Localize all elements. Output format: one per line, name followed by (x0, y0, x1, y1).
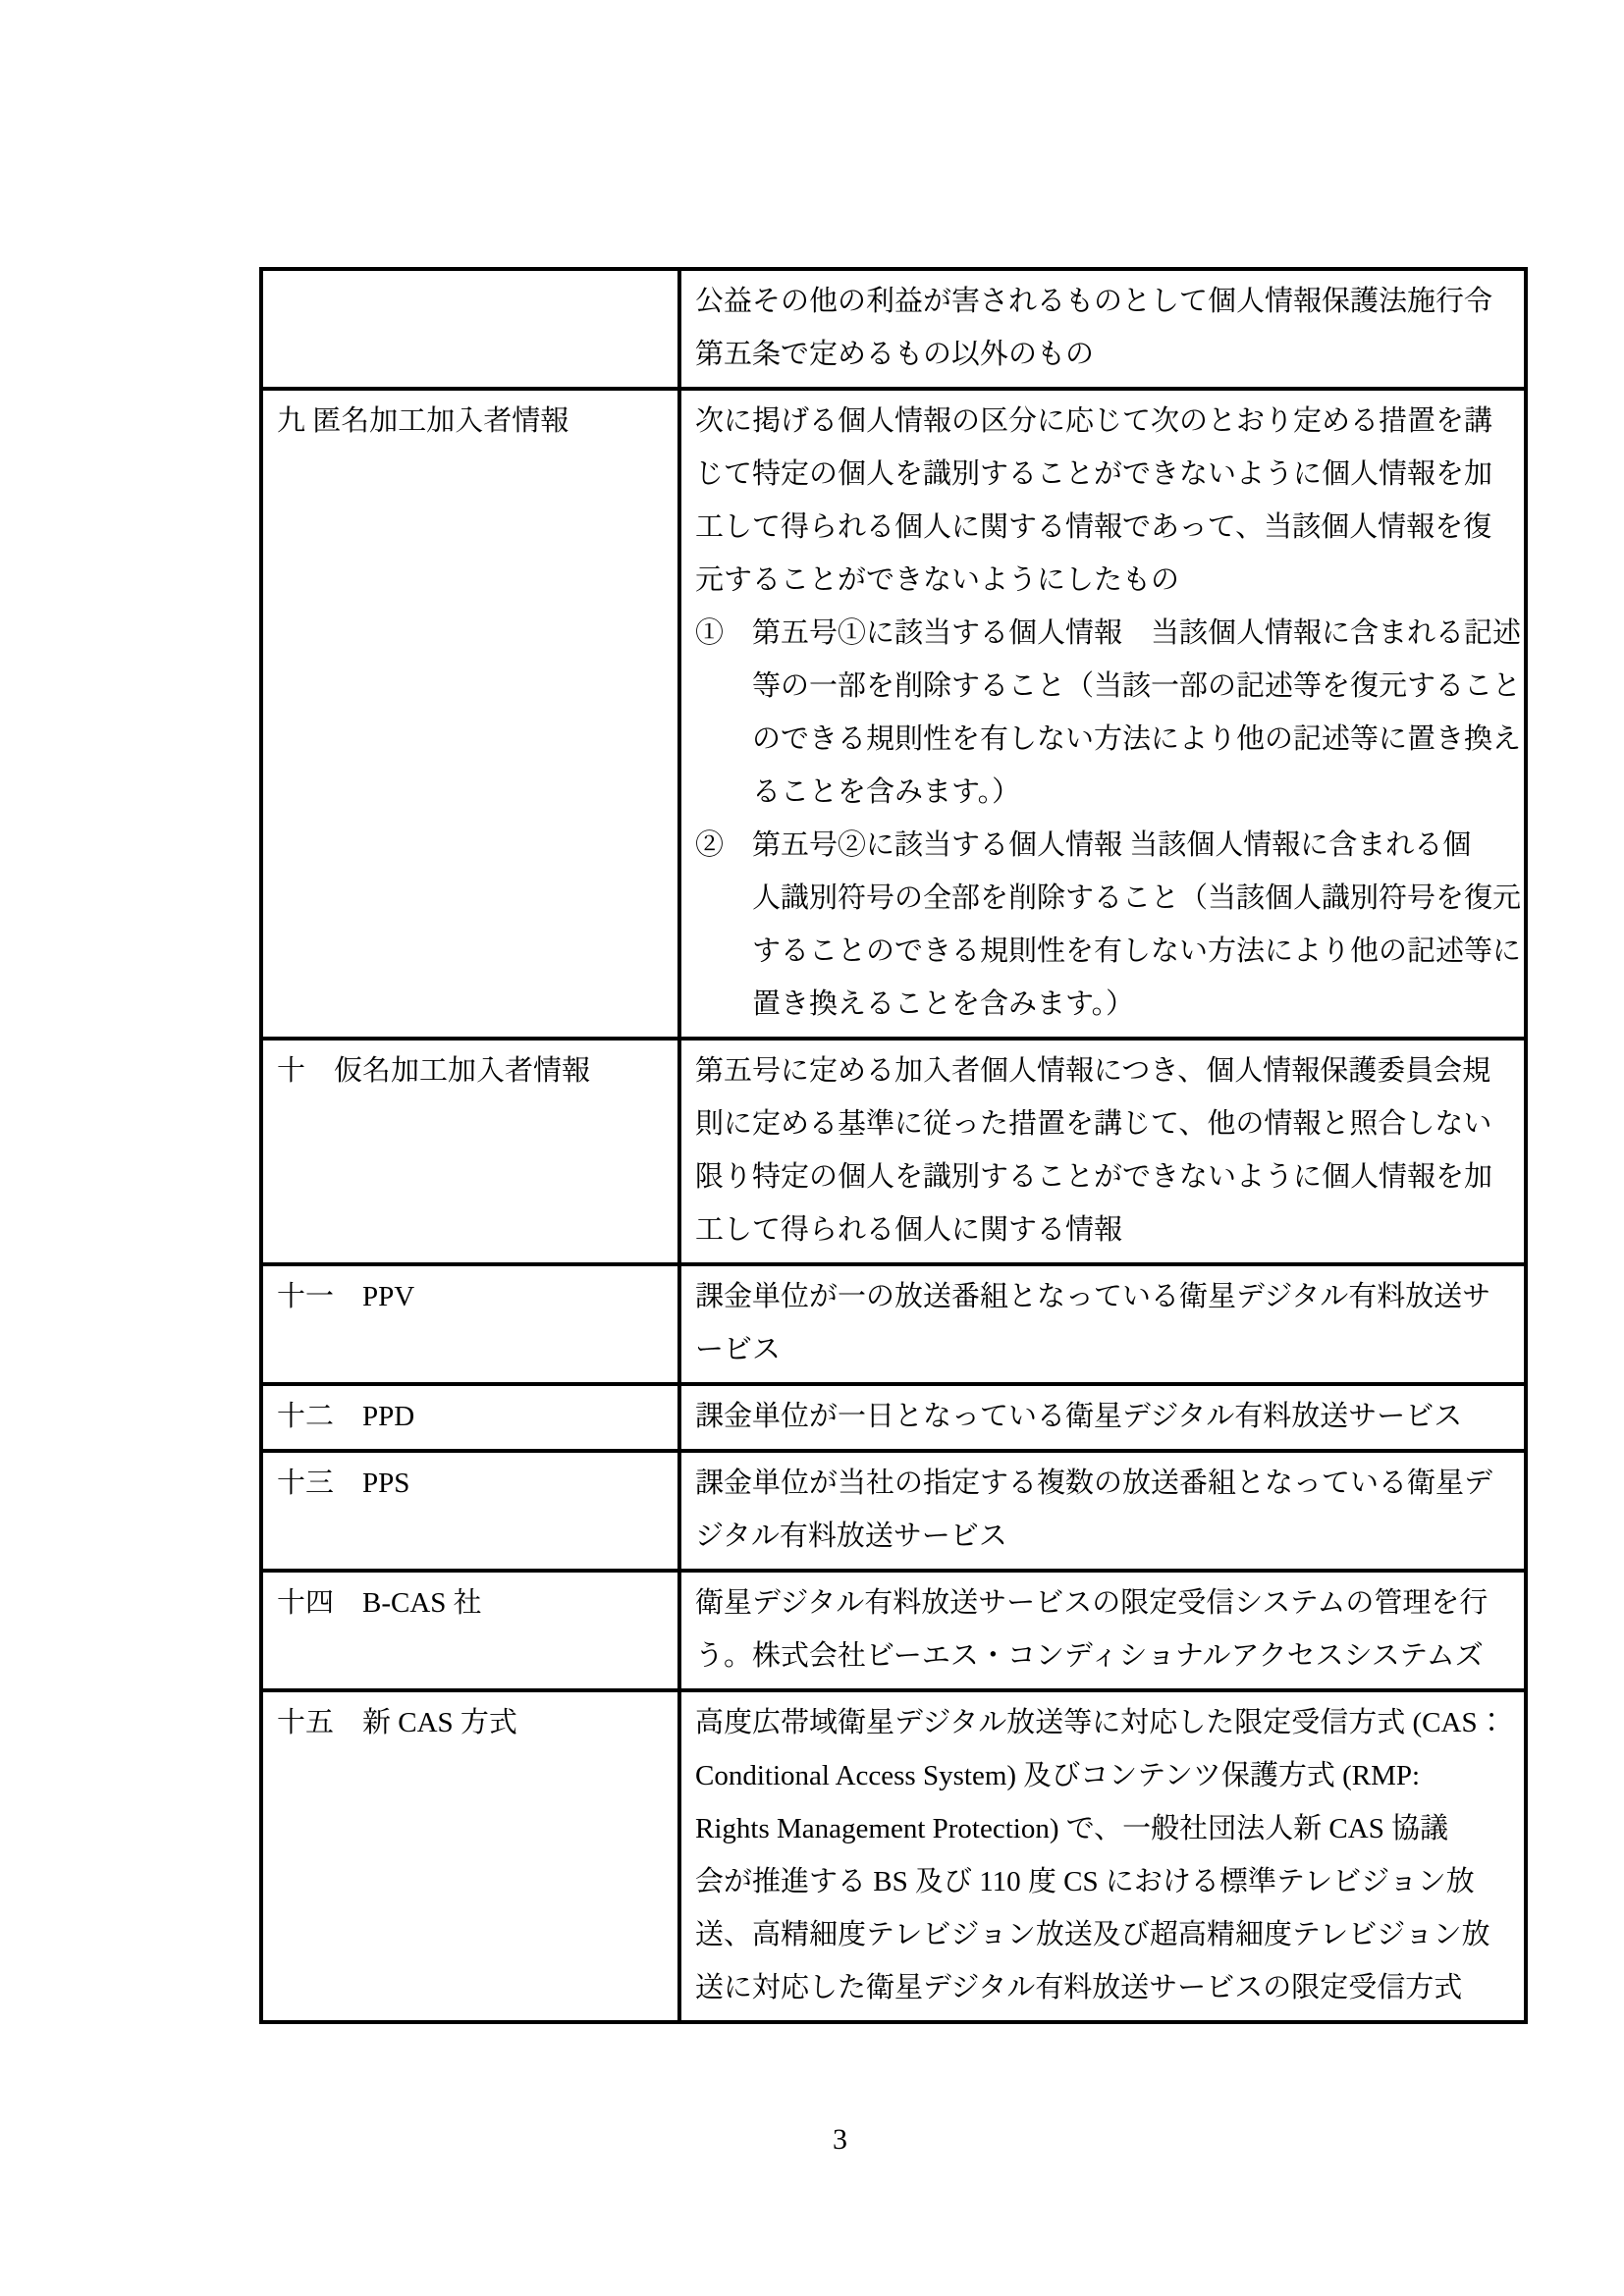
definition-line: ② 第五号②に該当する個人情報 当該個人情報に含まれる個 (695, 829, 1472, 861)
term-label: 十五 新 CAS 方式 (277, 1707, 517, 1738)
definition-line: 課金単位が一日となっている衛星デジタル有料放送サービス (695, 1401, 1463, 1432)
term-label: 十一 PPV (277, 1281, 415, 1312)
term-label: 十二 PPD (277, 1401, 415, 1432)
term-cell (261, 1690, 679, 2022)
definition-line: じて特定の個人を識別することができないように個人情報を加 (695, 458, 1493, 490)
definition-line: ービス (695, 1334, 782, 1365)
definition-line: 会が推進する BS 及び 110 度 CS における標準テレビジョン放 (695, 1866, 1475, 1897)
definition-line: 衛星デジタル有料放送サービスの限定受信システムの管理を行 (695, 1587, 1489, 1619)
definition-line: 送に対応した衛星デジタル有料放送サービスの限定受信方式 (695, 1972, 1463, 2003)
definition-cell (679, 1039, 1526, 1264)
term-label: 十三 PPS (277, 1468, 410, 1499)
term-cell (261, 1039, 679, 1264)
table-row (261, 1384, 1526, 1451)
definition-line: 則に定める基準に従った措置を講じて、他の情報と照合しない (695, 1108, 1492, 1140)
table-row (261, 1451, 1526, 1571)
definition-line: 送、高精細度テレビジョン放送及び超高精細度テレビジョン放 (695, 1919, 1490, 1950)
definition-cell (679, 1384, 1526, 1451)
definition-cell (679, 1690, 1526, 2022)
definition-line: 次に掲げる個人情報の区分に応じて次のとおり定める措置を講 (695, 405, 1493, 437)
term-label: 九 匿名加工加入者情報 (277, 405, 569, 437)
definition-line: 第五号に定める加入者個人情報につき、個人情報保護委員会規 (695, 1055, 1491, 1087)
term-label: 十四 B-CAS 社 (277, 1587, 482, 1619)
definition-line: ることを含みます。） (752, 776, 1021, 808)
definition-line: ① 第五号①に該当する個人情報 当該個人情報に含まれる記述 (695, 617, 1522, 649)
definition-line: ジタル有料放送サービス (695, 1521, 1007, 1552)
term-cell (261, 269, 679, 389)
definition-cell (679, 1571, 1526, 1690)
definition-line: 課金単位が当社の指定する複数の放送番組となっている衛星デ (695, 1468, 1493, 1499)
definitions-table (259, 267, 1528, 2024)
definition-line: 工して得られる個人に関する情報であって、当該個人情報を復 (695, 511, 1492, 543)
definition-line: 置き換えることを含みます。） (752, 988, 1135, 1020)
page-number: 3 (833, 2123, 847, 2156)
definition-line: 工して得られる個人に関する情報 (695, 1214, 1123, 1246)
table-row (261, 1571, 1526, 1690)
definition-line: 限り特定の個人を識別することができないように個人情報を加 (695, 1161, 1493, 1193)
definition-line: 等の一部を削除すること（当該一部の記述等を復元すること (752, 670, 1522, 702)
definition-cell (679, 1264, 1526, 1384)
table-row (261, 1264, 1526, 1384)
definition-line: 第五条で定めるもの以外のもの (695, 339, 1095, 370)
definition-line: 元することができないようにしたもの (695, 564, 1180, 596)
definition-cell (679, 1451, 1526, 1571)
definition-line: 課金単位が一の放送番組となっている衛星デジタル有料放送サ (695, 1281, 1491, 1312)
definition-line: 人識別符号の全部を削除すること（当該個人識別符号を復元 (752, 882, 1522, 914)
table-row (261, 389, 1526, 1039)
definition-cell (679, 269, 1526, 389)
term-cell (261, 1451, 679, 1571)
definition-cell (679, 389, 1526, 1039)
term-cell (261, 1571, 679, 1690)
table-row (261, 269, 1526, 389)
definition-line: することのできる規則性を有しない方法により他の記述等に (752, 935, 1522, 967)
term-cell (261, 389, 679, 1039)
definition-line: 高度広帯域衛星デジタル放送等に対応した限定受信方式 (CAS： (695, 1707, 1506, 1738)
term-label: 十 仮名加工加入者情報 (277, 1055, 591, 1087)
definition-line: う。株式会社ビーエス・コンディショナルアクセスシステムズ (695, 1640, 1484, 1672)
term-cell (261, 1264, 679, 1384)
definition-line: のできる規則性を有しない方法により他の記述等に置き換え (752, 723, 1522, 755)
table-row (261, 1690, 1526, 2022)
table-row (261, 1039, 1526, 1264)
definition-line: 公益その他の利益が害されるものとして個人情報保護法施行令 (695, 286, 1493, 317)
definition-line: Rights Management Protection) で、一般社団法人新 CAS 協議 (695, 1813, 1449, 1844)
definition-line: Conditional Access System) 及びコンテンツ保護方式 (RMP: (695, 1760, 1421, 1791)
term-cell (261, 1384, 679, 1451)
